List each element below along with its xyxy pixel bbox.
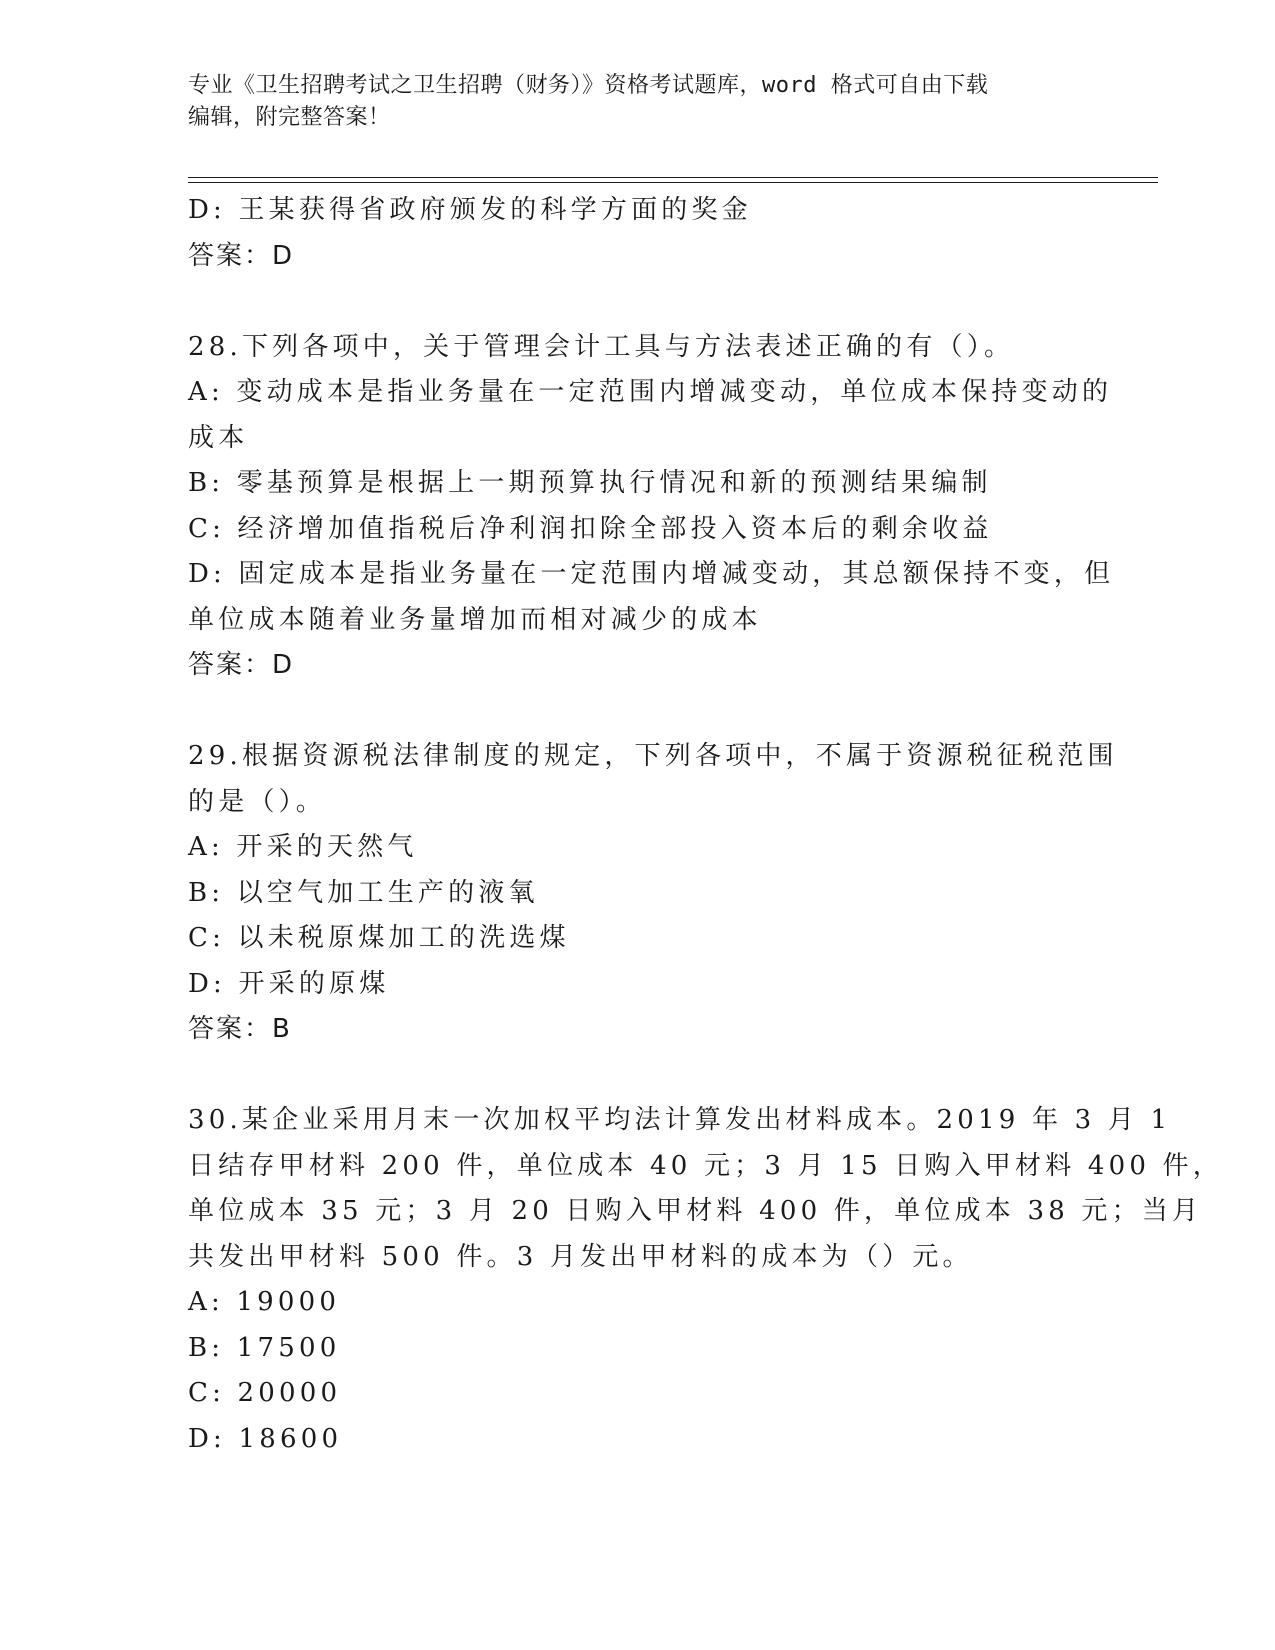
header-line-2: 编辑，附完整答案！ <box>188 105 391 130</box>
question-29 <box>188 734 1118 1053</box>
option-b: B: 零基预算是根据上一期预算执行情况和新的预测结果编制 <box>188 468 992 498</box>
header-line-1: 专业《卫生招聘考试之卫生招聘（财务）》资格考试题库，word 格式可自由下载 <box>188 73 989 98</box>
question-stem: 28.下列各项中，关于管理会计工具与方法表述正确的有（）。 <box>188 331 1015 362</box>
question-30 <box>188 1098 1223 1462</box>
spacer <box>188 279 1088 325</box>
option-d-line-1: D: 固定成本是指业务量在一定范围内增减变动，其总额保持不变，但 <box>188 559 1115 589</box>
document-body <box>188 188 1223 1462</box>
option-c: C: 20000 <box>188 1378 342 1408</box>
spacer <box>188 689 1088 735</box>
answer: 答案：D <box>188 240 295 271</box>
option-c: C: 经济增加值指税后净利润扣除全部投入资本后的剩余收益 <box>188 513 993 544</box>
option-a: A: 19000 <box>188 1287 341 1317</box>
option-b: B: 以空气加工生产的液氧 <box>188 877 539 908</box>
question-stem-line-1: 29.根据资源税法律制度的规定，下列各项中，不属于资源税征税范围 <box>188 741 1118 771</box>
option-d: D: 王某获得省政府颁发的科学方面的奖金 <box>188 195 752 225</box>
spacer <box>188 1053 1088 1099</box>
option-a: A: 开采的天然气 <box>188 832 418 862</box>
option-b: B: 17500 <box>188 1332 341 1363</box>
question-stem-line-4: 共发出甲材料 500 件。3 月发出甲材料的成本为（）元。 <box>188 1241 973 1272</box>
question-stem-line-2: 日结存甲材料 200 件，单位成本 40 元；3 月 15 日购入甲材料 400 件， <box>188 1150 1223 1181</box>
question-stem-line-1: 30.某企业采用月末一次加权平均法计算发出材料成本。2019 年 3 月 1 <box>188 1105 1172 1135</box>
answer: 答案：D <box>188 650 295 680</box>
header-divider-bottom <box>188 182 1158 183</box>
question-28 <box>188 325 1115 689</box>
question-stem-line-3: 单位成本 35 元；3 月 20 日购入甲材料 400 件，单位成本 38 元；当月 <box>188 1196 1203 1226</box>
option-d: D: 18600 <box>188 1423 343 1454</box>
prev-question-tail <box>188 188 1088 279</box>
question-stem-line-2: 的是（）。 <box>188 786 327 817</box>
option-c: C: 以未税原煤加工的洗选煤 <box>188 923 570 953</box>
page-header <box>188 70 1078 134</box>
option-d: D: 开采的原煤 <box>188 968 390 999</box>
option-a-line-1: A: 变动成本是指业务量在一定范围内增减变动，单位成本保持变动的 <box>188 377 1113 407</box>
option-d-line-2: 单位成本随着业务量增加而相对减少的成本 <box>188 604 762 635</box>
header-divider-top <box>188 177 1158 178</box>
option-a-line-2: 成本 <box>188 422 249 453</box>
answer: 答案：B <box>188 1014 292 1044</box>
